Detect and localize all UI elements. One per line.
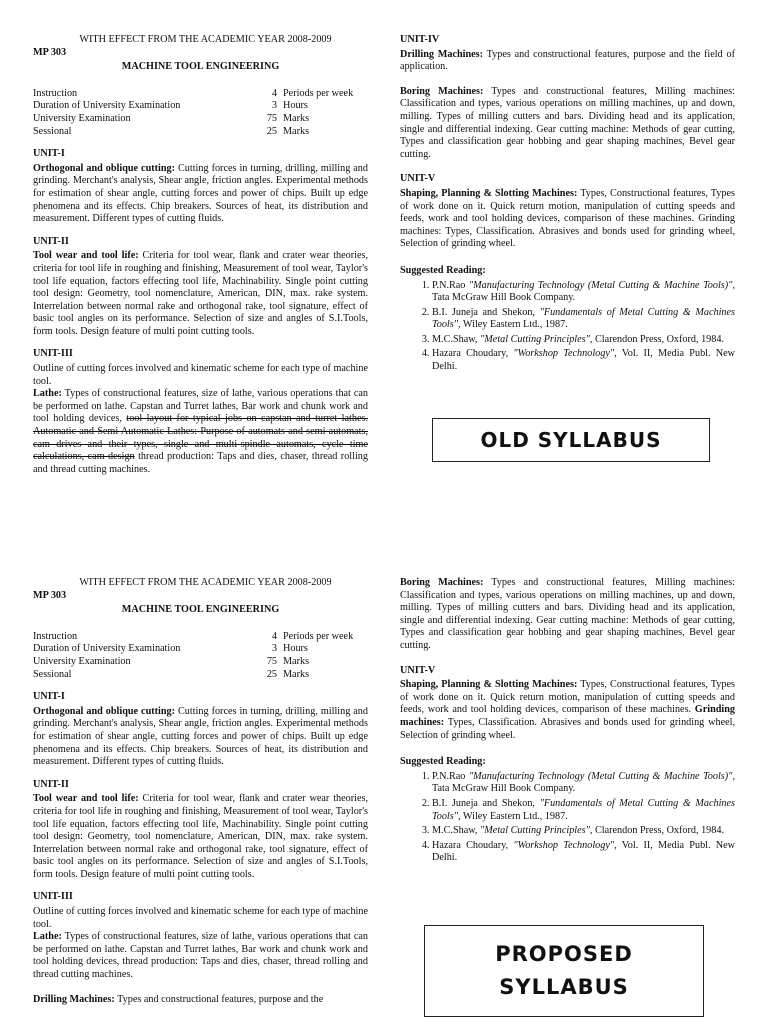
old-right-column bbox=[400, 34, 735, 376]
reading-heading: Suggested Reading: bbox=[400, 264, 486, 276]
stamp-line: SYLLABUS bbox=[499, 975, 629, 999]
old-left-column bbox=[33, 34, 368, 476]
effect-header: WITH EFFECT FROM THE ACADEMIC YEAR 2008-2009 bbox=[79, 577, 332, 588]
new-left-column bbox=[33, 577, 368, 1006]
list-item: 1. P.N.Rao "Manufacturing Technology (Metal Cutting & Machine Tools)", Tata McGraw Hill Book Company. bbox=[432, 771, 735, 796]
course-title: MACHINE TOOL ENGINEERING bbox=[121, 61, 280, 73]
unit-text: Tool wear and tool life: Criteria for tool wear, flank and crater wear theories, criteria for tool life in roughing and finishing, Measurement of tool wear, Taylor's tool life equation, factors effecting tool life, Machinability. Single point cutting tool design: Geometry, tool nomenclature, American, DIN, max. rake system. Interrelation between normal rake and orthogonal rake, tool signature, effect of basic tool angles on its performance. Selection of size and angles of S.I.Tools, form tools. Design feature of multi point cutting tools. bbox=[33, 250, 368, 337]
unit-intro: Outline of cutting forces involved and kinematic scheme for each type of machine tool. bbox=[33, 906, 368, 930]
unit-text: Boring Machines: Types and constructional features, Milling machines: Classification and types, various operations on milling machines, up and down, milling. Types of milling cutters and bars. Dividing head and its application, single and differential indexing. Gear cutting machine: Methods of gear cutting, Types and classification gear hobbing and gear shaping machines, Bevel gear cutting. bbox=[400, 577, 736, 651]
unit-text: Drilling Machines: Types and constructional features, purpose and the field of application. bbox=[400, 48, 735, 73]
schedule-row: Instruction 4 Periods per week bbox=[33, 87, 354, 99]
unit-heading: UNIT-V bbox=[400, 664, 436, 676]
course-code: MP 303 bbox=[33, 46, 67, 58]
list-item: 4. Hazara Choudary, "Workshop Technology", Vol. II, Media Publ. New Delhi. bbox=[432, 348, 735, 373]
schedule-table bbox=[33, 631, 368, 681]
schedule-row: University Examination 75 Marks bbox=[33, 112, 310, 124]
unit-text: Tool wear and tool life: Criteria for tool wear, flank and crater wear theories, criteria for tool life in roughing and finishing, Measurement of tool wear, Taylor's tool life equation, factors effecting tool life, Machinability. Single point cutting tool design: Geometry, tool nomenclature, American, DIN, max. rake system. Interrelation between normal rake and orthogonal rake, tool signature, effect of basic tool angles on its performance. Selection of size and angles of S.I.Tools, form tools. Design feature of multi point cutting tools. bbox=[33, 793, 368, 880]
unit-heading: UNIT-II bbox=[33, 778, 69, 790]
unit-intro: Outline of cutting forces involved and kinematic scheme for each type of machine tool. bbox=[33, 363, 368, 387]
unit-heading: UNIT-IV bbox=[400, 34, 440, 45]
old-syllabus-label: OLD SYLLABUS bbox=[432, 418, 710, 462]
reading-list bbox=[400, 280, 735, 374]
unit-text: Orthogonal and oblique cutting: Cutting forces in turning, drilling, milling and grinding. Merchant's analysis, Shear angle, friction angles. Experimental methods for estimation of shear angle, cutting forces and power of chips. Built up edge phenomena and its effects. Chip breakers. Sources of heat, its distribution and measurement. Different types of cutting fluids. bbox=[33, 162, 368, 225]
list-item: 1. P.N.Rao "Manufacturing Technology (Metal Cutting & Machine Tools)", Tata McGraw Hill Book Company. bbox=[432, 280, 735, 305]
unit-text: Lathe: Types of constructional features, size of lathe, various operations that can be performed on lathe. Capstan and Turret lathes, Bar work and chunk work and tool holding devices, thread production: Taps and dies, chaser, thread rolling and thread cutting machines. bbox=[33, 931, 368, 981]
schedule-row: Duration of University Examination 3 Hours bbox=[33, 643, 308, 655]
unit-heading: UNIT-I bbox=[33, 148, 65, 160]
schedule-row: Duration of University Examination 3 Hours bbox=[33, 100, 308, 112]
reading-heading: Suggested Reading: bbox=[400, 756, 486, 768]
list-item: 2. B.I. Juneja and Shekon, "Fundamentals of Metal Cutting & Machines Tools", Wiley Eastern Ltd., 1987. bbox=[432, 798, 735, 823]
schedule-row: Sessional 25 Marks bbox=[33, 125, 310, 137]
list-item: 4. Hazara Choudary, "Workshop Technology", Vol. II, Media Publ. New Delhi. bbox=[432, 840, 735, 865]
proposed-syllabus-label bbox=[424, 925, 704, 1017]
effect-header: WITH EFFECT FROM THE ACADEMIC YEAR 2008-2009 bbox=[79, 34, 332, 45]
unit-text: Lathe: Types of constructional features, size of lathe, various operations that can be performed on lathe. Capstan and Turret lathes, Bar work and chunk work and tool holding devices, tool layout for typical jobs on capstan and turret lathes. Automatic and Semi Automatic Lathes: Purpose of automats and semi automats, cam drives and their types, single and multi-spindle automats, cycle time calculations, cam design thread production: Taps and dies, chaser, thread rolling and thread cutting machines. bbox=[33, 388, 368, 475]
unit-heading: UNIT-III bbox=[33, 891, 73, 903]
unit-text: Shaping, Planning & Slotting Machines: Types, Constructional features, Types of work done on it. Quick return motion, manipulation of cutting speeds and feeds, work and tool holding devices, comparison of these machines. Grinding machines: Types, Classification. Abrasives and bonds used for grinding wheel, Selection of grinding wheel. bbox=[400, 187, 735, 250]
struck-text: tool layout for typical jobs on capstan and turret lathes. Automatic and Semi Automatic Lathes: Purpose of automats and semi automats, cam drives and their types, single and multi-spindle automats, cycle time calculations, cam design bbox=[33, 413, 368, 463]
list-item: 3. M.C.Shaw, "Metal Cutting Principles", Clarendon Press, Oxford, 1984. bbox=[432, 334, 735, 347]
unit-heading: UNIT-V bbox=[400, 173, 436, 185]
reading-list bbox=[400, 771, 735, 865]
unit-text: Boring Machines: Types and constructional features, Milling machines: Classification and types, various operations on milling machines, up and down, milling. Types of milling cutters and bars. Dividing head and its application, single and differential indexing. Gear cutting machine: Methods of gear cutting, Types and classification gear hobbing and gear shaping machines, Bevel gear cutting. bbox=[400, 85, 736, 160]
unit-text: Shaping, Planning & Slotting Machines: Types, Constructional features, Types of work done on it. Quick return motion, manipulation of cutting speeds and feeds, work and tool holding devices, comparison of these machines. Grinding machines: Types, Classification. Abrasives and bonds used for grinding wheel, Selection of grinding wheel. bbox=[400, 679, 735, 741]
unit-heading: UNIT-II bbox=[33, 235, 69, 247]
proposed-syllabus-page bbox=[0, 545, 768, 1024]
schedule-row: Sessional 25 Marks bbox=[33, 668, 310, 680]
unit-heading: UNIT-III bbox=[33, 348, 73, 360]
schedule-table bbox=[33, 88, 368, 138]
schedule-row: University Examination 75 Marks bbox=[33, 655, 310, 667]
list-item: 2. B.I. Juneja and Shekon, "Fundamentals of Metal Cutting & Machines Tools", Wiley Eastern Ltd., 1987. bbox=[432, 307, 735, 332]
course-title: MACHINE TOOL ENGINEERING bbox=[121, 604, 280, 616]
unit-text: Drilling Machines: Types and constructional features, purpose and the bbox=[33, 993, 324, 1005]
stamp-line: PROPOSED bbox=[495, 942, 633, 966]
list-item: 3. M.C.Shaw, "Metal Cutting Principles", Clarendon Press, Oxford, 1984. bbox=[432, 825, 735, 838]
unit-heading: UNIT-I bbox=[33, 691, 65, 703]
new-right-column bbox=[400, 577, 735, 867]
schedule-row: Instruction 4 Periods per week bbox=[33, 630, 354, 642]
course-code: MP 303 bbox=[33, 589, 67, 601]
unit-text: Orthogonal and oblique cutting: Cutting forces in turning, drilling, milling and grinding. Merchant's analysis, Shear angle, friction angles. Experimental methods for estimation of shear angle, cutting forces and power of chips. Built up edge phenomena and its effects. Chip breakers. Sources of heat, its distribution and measurement. Different types of cutting fluids. bbox=[33, 705, 368, 768]
